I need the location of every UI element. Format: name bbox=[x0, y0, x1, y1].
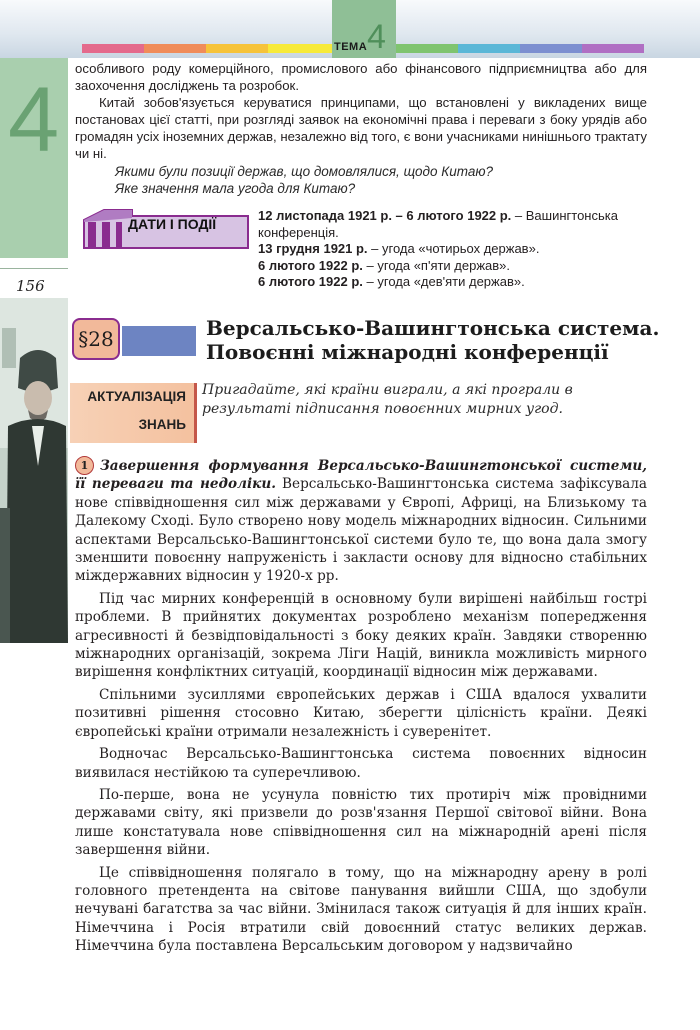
aktualization-label: ЗНАНЬ bbox=[138, 417, 186, 432]
section-number: §28 bbox=[72, 318, 120, 360]
color-stripe bbox=[206, 44, 268, 53]
aktualization-box bbox=[70, 383, 197, 443]
main-paragraph: Це співвідношення полягало в тому, що на міжнародну арену в ролі головного претендента на світове панування вийшли США, що здобули нечувані багатства за час війни. Змінилася також ситуація й для інших країн. Німеччина і Росія втратили свій довоєнний статус великих держав. Німеччина була поставлена Версальським договором у надзвичайно bbox=[75, 864, 647, 955]
date-event: – угода «п'яти держав». bbox=[362, 257, 511, 273]
main-paragraph bbox=[75, 456, 647, 586]
date-event: – угода «дев'яти держав». bbox=[362, 274, 525, 290]
intro-text bbox=[75, 60, 647, 162]
date-item bbox=[258, 258, 658, 275]
main-paragraph: По-перше, вона не усунула повністю тих протиріч між провідними державами світу, які призвели до розв'язання Першої світової війни. Вона лише констатувала нове співвідношення сил на міжнародній арені після завершення війни. bbox=[75, 786, 647, 859]
section-title-line: Версальсько-Вашингтонська система. bbox=[206, 316, 660, 340]
dates-list bbox=[258, 208, 658, 291]
section-title bbox=[206, 316, 666, 364]
color-stripe bbox=[144, 44, 206, 53]
point-number: 1 bbox=[75, 456, 94, 475]
date-value: 6 лютого 1922 р. bbox=[258, 257, 363, 273]
chapter-number: 4 bbox=[8, 69, 60, 171]
color-stripe bbox=[396, 44, 458, 53]
recall-prompt: Пригадайте, які країни виграли, а які програли в результаті підписання повоєнних мирних угод. bbox=[202, 382, 573, 417]
question: Якими були позиції держав, що домовлялися, щодо Китаю? bbox=[115, 164, 494, 179]
tema-number: 4 bbox=[367, 18, 386, 56]
color-stripe bbox=[268, 44, 332, 53]
date-item bbox=[258, 208, 658, 241]
point-heading: Завершення формування Версальсько-Вашингтонської системи, її переваги та недоліки. bbox=[75, 458, 647, 493]
color-stripe bbox=[582, 44, 644, 53]
aktualization-label: АКТУАЛІЗАЦІЯ bbox=[87, 389, 186, 404]
review-questions bbox=[115, 163, 615, 197]
section-title-line: Повоєнні міжнародні конференції bbox=[206, 340, 609, 364]
historical-photo bbox=[0, 298, 68, 643]
section-bar bbox=[122, 326, 196, 356]
main-paragraph: Під час мирних конференцій в основному були вирішені найбільш гострі проблеми. В прийнятих документах розроблено механізм попередження агресивності й безвідповідальності з боку деяких країн. Завдяки створенню міжнародних організацій, зокрема Ліги Націй, виникла можливість мирного вирішення конфліктних ситуацій, координації відносин між державами. bbox=[75, 590, 647, 681]
question: Яке значення мала угода для Китаю? bbox=[115, 181, 356, 196]
page-divider bbox=[0, 268, 68, 269]
date-event: – Вашингтонська конференція. bbox=[258, 208, 618, 240]
main-text bbox=[75, 456, 647, 960]
date-event: – угода «чотирьох держав». bbox=[367, 241, 540, 257]
page-number: 156 bbox=[16, 277, 45, 295]
date-value: 13 грудня 1921 р. bbox=[258, 241, 368, 257]
color-stripe bbox=[458, 44, 520, 53]
date-item bbox=[258, 241, 658, 258]
intro-paragraph: особливого роду комерційного, промислового або фінансового підприємництва або для заохочення досліджень та розробок. bbox=[75, 61, 647, 93]
tema-label: ТЕМА bbox=[334, 41, 368, 53]
color-stripe bbox=[82, 44, 144, 53]
color-stripe bbox=[520, 44, 582, 53]
main-paragraph: Водночас Версальсько-Вашингтонська система повоєнних відносин виявилася нестійкою та суперечливою. bbox=[75, 746, 647, 781]
main-paragraph: Спільними зусиллями європейських держав і США вдалося ухвалити позитивні рішення стосовно Китаю, зберегти цілісність країни. Деякі європейські країни отримали незалежність і суверенітет. bbox=[75, 686, 647, 740]
point-text: Версальсько-Вашингтонська система зафіксувала нове співвідношення сил між державами у Європі, Африці, на Близькому та Далекому Сході. Було створено нову модель міжнародних відносин. Сильними аспектами Версальсько-Вашингтонської системи було те, що вона дала змогу зменшити повоєнну напруженість і закласти основу для відносно стабільних міждержавних відносин у 1920-х рр. bbox=[75, 476, 647, 585]
date-value: 12 листопада 1921 р. – 6 лютого 1922 р. bbox=[258, 208, 512, 223]
date-value: 6 лютого 1922 р. bbox=[258, 274, 363, 290]
intro-paragraph: Китай зобов'язується керуватися принципами, що встановлені у викладених вище постановах цієї статті, при розгляді заявок на економічні права і переваги з боку урядів або громадян усіх іноземних держав, незалежно від того, є вони учасниками нинішнього трактату чи ні. bbox=[75, 95, 647, 161]
dates-label: ДАТИ І ПОДІЇ bbox=[128, 216, 217, 232]
date-item bbox=[258, 274, 658, 291]
